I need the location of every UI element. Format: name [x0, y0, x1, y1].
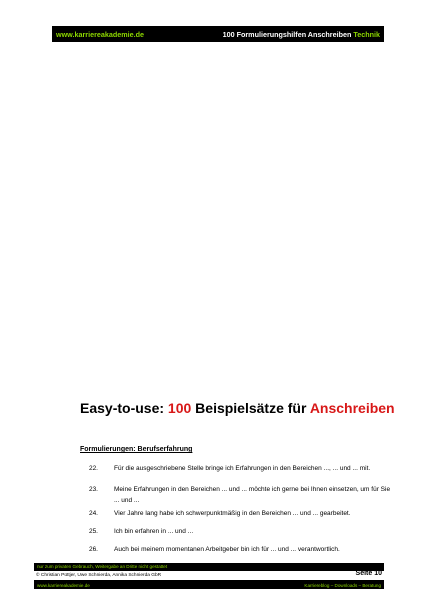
list-item-text: Meine Erfahrungen in den Bereichen ... und ... möchte ich gerne bei Ihnen einsetzen, um für Sie ... und ... — [114, 486, 391, 504]
section-heading: Formulierungen: Berufserfahrung — [80, 446, 193, 453]
list-item-text: Für die ausgeschriebene Stelle bringe ich Erfahrungen in den Bereichen ..., ... und ... mit. — [114, 465, 371, 472]
page-title-accent: Anschreiben — [309, 400, 395, 416]
footer-copyright: © Christian Püttjer, Uwe Schnierda, Annika Schnierda GbR — [36, 573, 162, 578]
header-title — [223, 30, 380, 39]
header-title-text: 100 Formulierungshilfen Anschreiben — [222, 29, 352, 39]
footer-url[interactable]: www.karriereakademie.de — [37, 582, 90, 588]
page-title-part2: Beispielsätze für — [191, 400, 310, 416]
page-title — [80, 400, 395, 416]
list-item-text: Ich bin erfahren in ... und ... — [114, 528, 194, 535]
list-item-number: 22. — [88, 465, 98, 472]
list-item-number: 25. — [88, 528, 98, 535]
footer-notice: nur zum privaten Gebrauch, Weitergabe an Dritte nicht gestattet — [34, 563, 384, 571]
footer-links[interactable]: Karriereblog – Downloads – Beratung — [304, 582, 381, 588]
page-title-part1: Easy-to-use: — [80, 400, 168, 416]
list-item-number: 24. — [88, 510, 98, 517]
page-number: Seite 10 — [355, 570, 382, 577]
header-title-accent: Technik — [353, 29, 380, 39]
header-bar — [52, 26, 384, 42]
footer-bar — [34, 581, 384, 589]
page-title-number: 100 — [167, 400, 192, 416]
list-item-number: 26. — [88, 546, 98, 553]
list-item-number: 23. — [88, 486, 98, 493]
list-item-text: Vier Jahre lang habe ich schwerpunktmäßig in den Bereichen ... und ... gearbeitet. — [114, 510, 351, 517]
list-item-text: Auch bei meinem momentanen Arbeitgeber bin ich für ... und ... verantwortlich. — [114, 546, 340, 553]
header-url[interactable]: www.karriereakademie.de — [56, 29, 145, 39]
